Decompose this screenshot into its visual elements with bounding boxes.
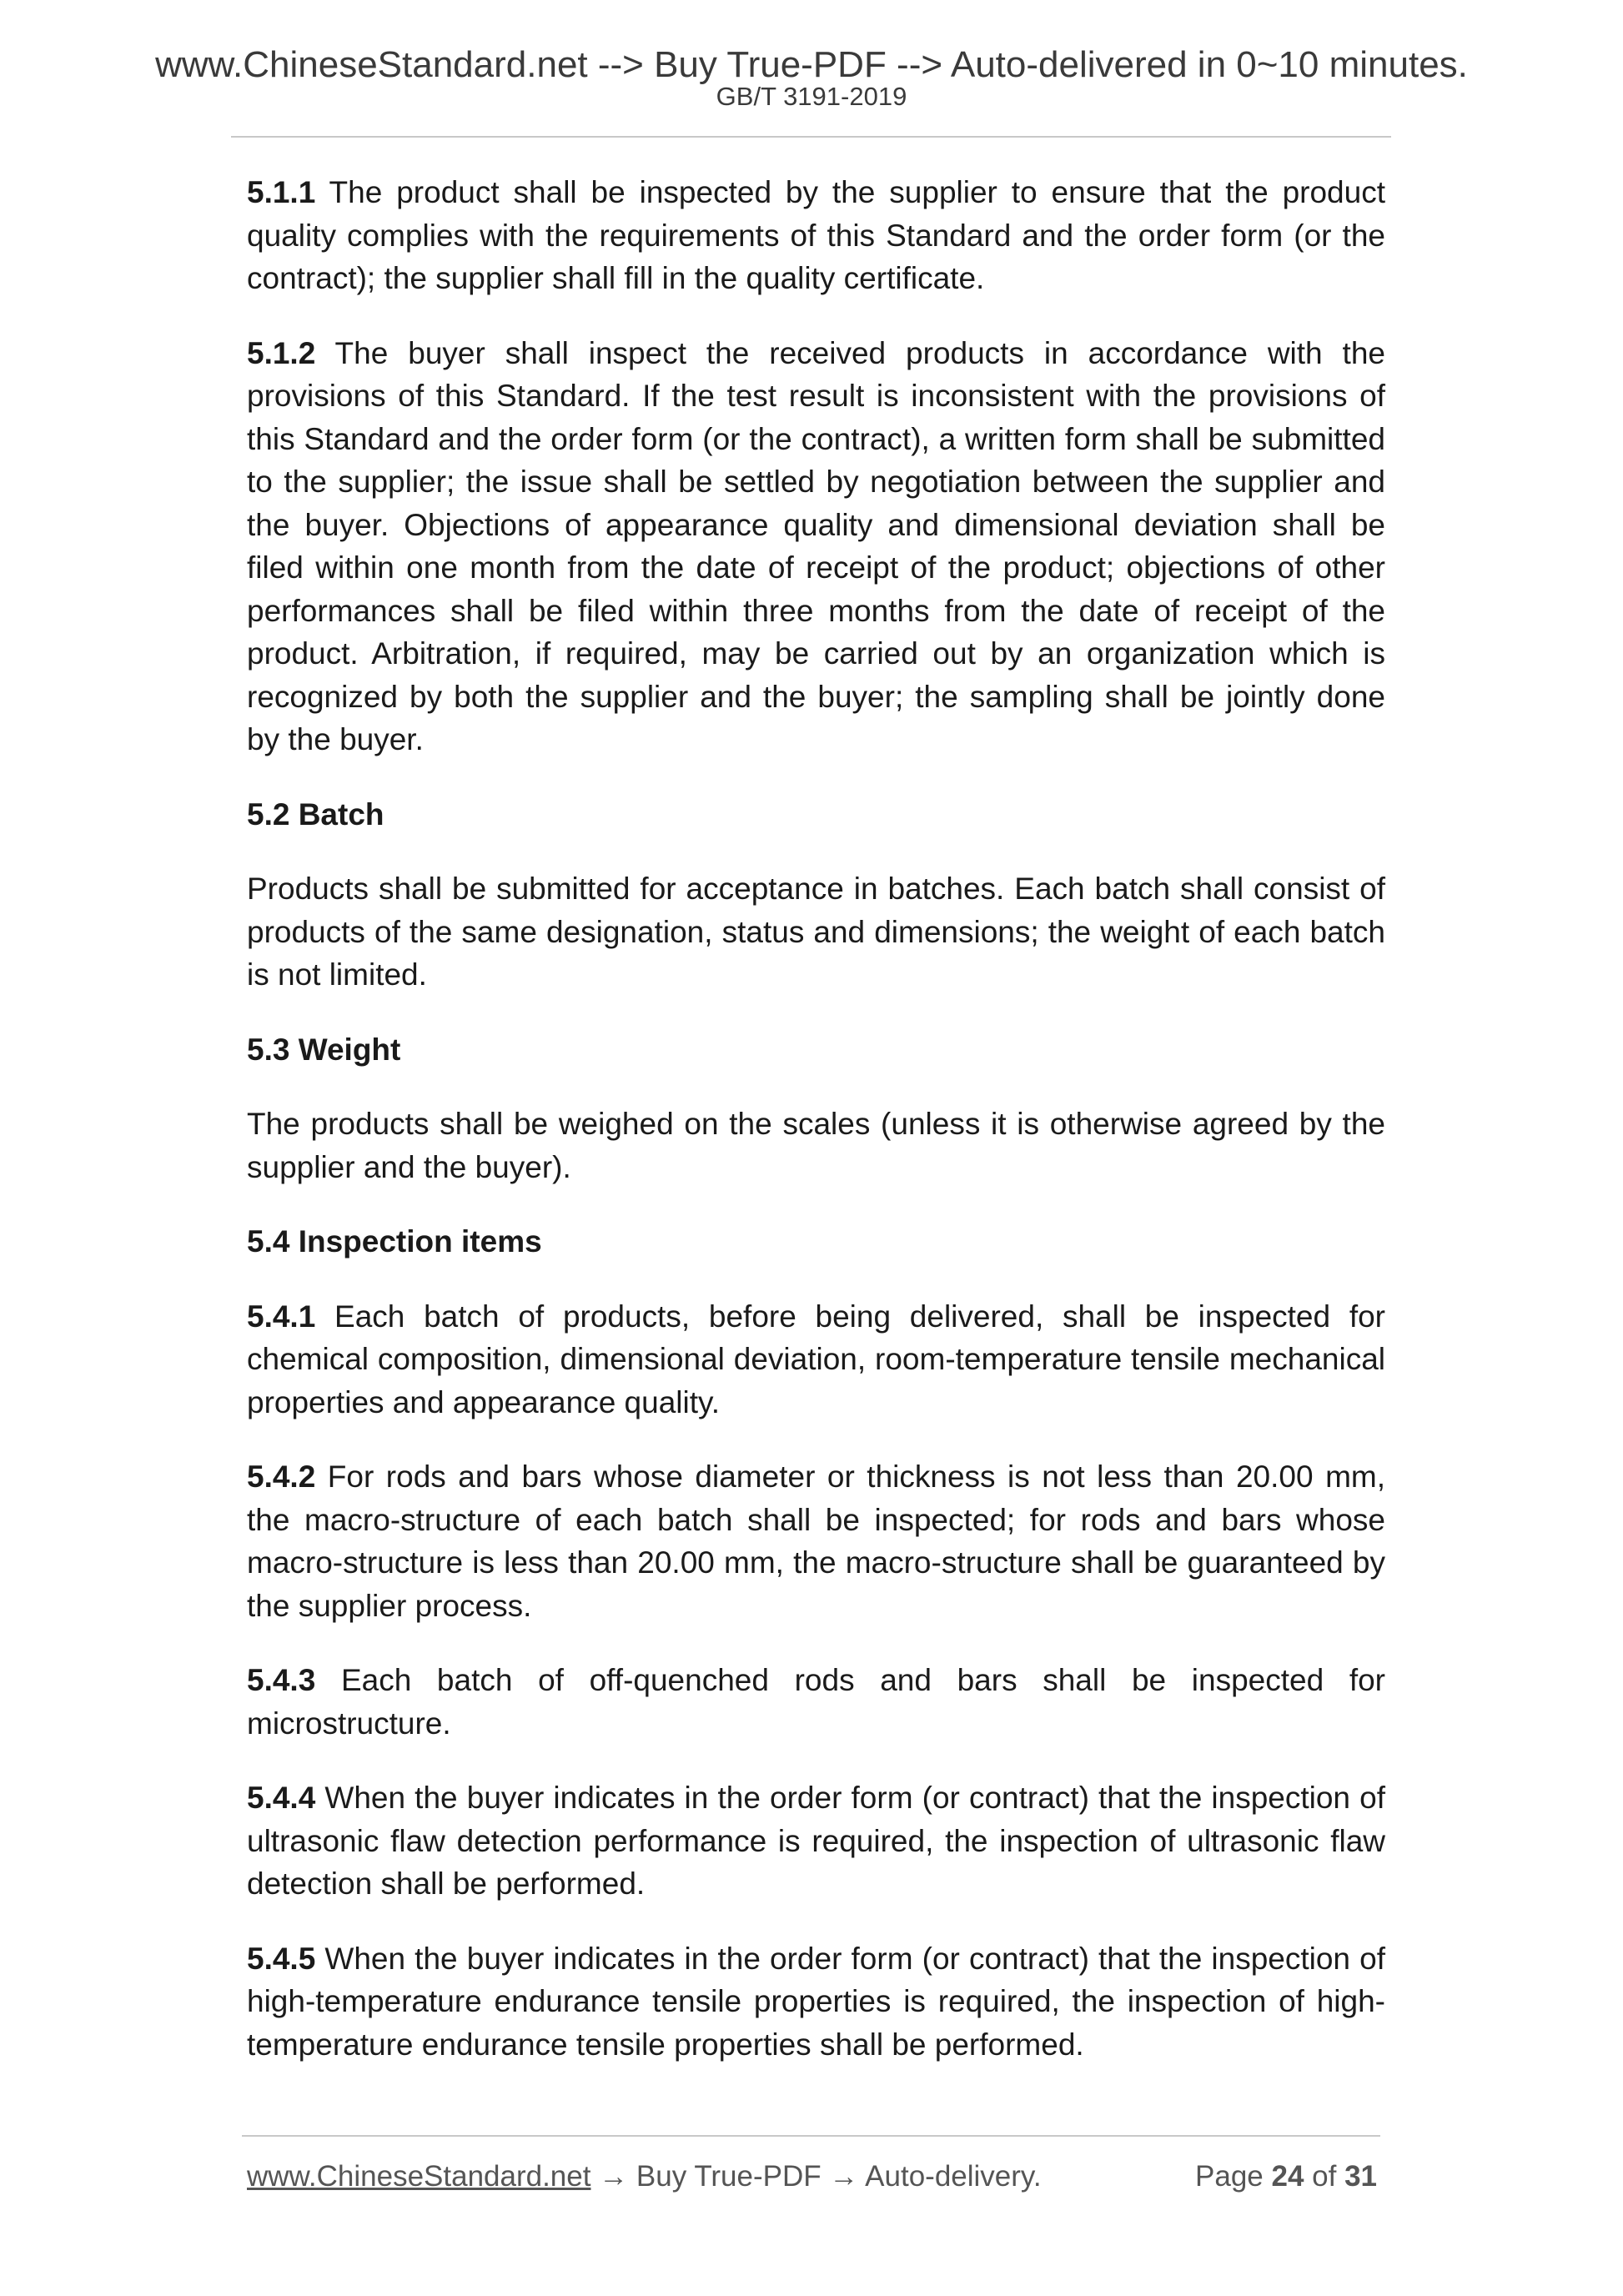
clause-5-1-1: [247, 171, 1385, 300]
footer-promo-text: → Buy True-PDF → Auto-delivery.: [590, 2160, 1042, 2193]
clause-number: 5.1.2: [247, 335, 316, 370]
document-body: [247, 171, 1385, 2098]
section-text-batch: Products shall be submitted for acceptance in batches. Each batch shall consist of products of the same designation, status and dimensions; the weight of each batch is not limited.: [247, 872, 1385, 992]
document-code: GB/T 3191-2019: [716, 82, 907, 111]
clause-5-4-1: [247, 1295, 1385, 1424]
site-banner: www.ChineseStandard.net --> Buy True-PDF --> Auto-delivered in 0~10 minutes.: [155, 44, 1468, 85]
footer-promo: [247, 2156, 1042, 2198]
clause-5-4-2: [247, 1455, 1385, 1627]
page-footer: [247, 2156, 1377, 2198]
clause-5-4-5: [247, 1937, 1385, 2067]
section-text-weight: The products shall be weighed on the scales (unless it is otherwise agreed by the supplier and the buyer).: [247, 1107, 1385, 1184]
clause-5-4-4: [247, 1776, 1385, 1906]
section-heading-batch: 5.2 Batch: [247, 796, 384, 831]
clause-number: 5.4.3: [247, 1663, 316, 1697]
page-indicator: [1195, 2156, 1377, 2198]
clause-text: Each batch of off-quenched rods and bars shall be inspected for microstructure.: [247, 1663, 1385, 1741]
clause-text: When the buyer indicates in the order form (or contract) that the inspection of ultrasonic flaw detection performance is required, the inspection of ultrasonic flaw detection shall be performed.: [247, 1781, 1385, 1901]
clause-text: For rods and bars whose diameter or thickness is not less than 20.00 mm, the macro-structure of each batch shall be inspected; for rods and bars whose macro-structure is less than 20.00 mm, the macro-structure shall be guaranteed by the supplier process.: [247, 1459, 1385, 1623]
current-page-number: 24: [1271, 2160, 1304, 2193]
clause-text: The product shall be inspected by the supplier to ensure that the product quality complies with the requirements of this Standard and the order form (or the contract); the supplier shall fill in the quality certificate.: [247, 175, 1385, 295]
section-heading-inspection-items: 5.4 Inspection items: [247, 1224, 542, 1259]
clause-number: 5.4.2: [247, 1459, 316, 1494]
clause-text: Each batch of products, before being delivered, shall be inspected for chemical composition, dimensional deviation, room-temperature tensile mechanical properties and appearance quality.: [247, 1299, 1385, 1419]
page-of-label: of: [1304, 2160, 1345, 2193]
header-divider: [231, 136, 1391, 138]
clause-text: When the buyer indicates in the order form (or contract) that the inspection of high-temperature endurance tensile properties is required, the inspection of high-temperature endurance tensile properties shall be performed.: [247, 1941, 1385, 2062]
site-link[interactable]: www.ChineseStandard.net: [247, 2160, 591, 2193]
clause-number: 5.4.5: [247, 1941, 316, 1976]
footer-divider: [242, 2135, 1380, 2137]
clause-5-4-3: [247, 1659, 1385, 1745]
clause-number: 5.1.1: [247, 175, 316, 209]
total-pages-number: 31: [1344, 2160, 1377, 2193]
clause-5-1-2: [247, 332, 1385, 761]
clause-number: 5.4.4: [247, 1781, 316, 1815]
section-heading-weight: 5.3 Weight: [247, 1032, 401, 1067]
clause-text: The buyer shall inspect the received products in accordance with the provisions of this Standard. If the test result is inconsistent with the provisions of this Standard and the order form (or the contract), a written form shall be submitted to the supplier; the issue shall be settled by negotiation between the supplier and the buyer. Objections of appearance quality and dimensional deviation shall be filed within one month from the date of receipt of the product; objections of other performances shall be filed within three months from the date of receipt of the product. Arbitration, if required, may be carried out by an organization which is recognized by both the supplier and the buyer; the sampling shall be jointly done by the buyer.: [247, 335, 1385, 756]
page-label: Page: [1195, 2160, 1272, 2193]
clause-number: 5.4.1: [247, 1299, 316, 1334]
